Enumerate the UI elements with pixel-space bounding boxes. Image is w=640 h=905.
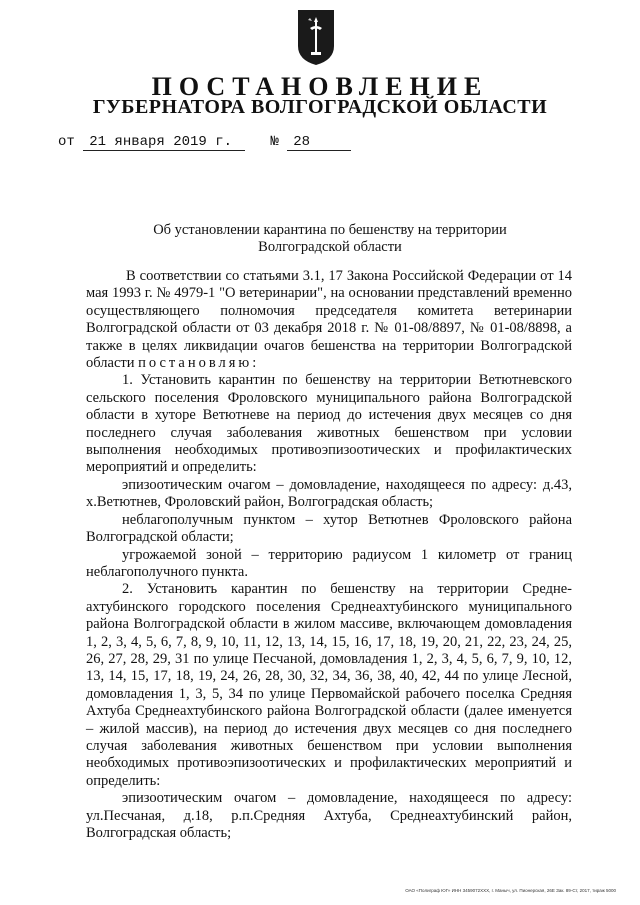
intro-paragraph xyxy=(86,268,572,372)
decree-number: 28 xyxy=(287,134,351,151)
document-body xyxy=(86,268,572,842)
paragraph-2a: эпизоотическим очагом – домовладение, находящееся по адресу: ул.Песчаная, д.18, р.п.Средняя Ахтуба, Среднеахтубинский район, Волгоградская область; xyxy=(86,790,572,841)
coat-of-arms-icon xyxy=(296,8,336,66)
paragraph-1a: эпизоотическим очагом – домовладение, находящееся по адресу: д.43, х.Ветютнев, Фроловский район, Волгоградская область; xyxy=(86,476,572,511)
decree-date: 21 января 2019 г. xyxy=(83,134,245,151)
paragraph-1b: неблагополучным пунктом – хутор Ветютнев Фроловского района Волгоградской области; xyxy=(86,511,572,546)
document-subtitle: ГУБЕРНАТОРА ВОЛГОГРАДСКОЙ ОБЛАСТИ xyxy=(92,96,548,118)
print-footer: ОАО «Полиграф ЮГ» ИНН 3459072XXX, г. Маныч, ул. Пионерская, 26Е Зак. 89-Ст, 2017, тираж 5000 xyxy=(405,888,616,893)
paragraph-2: 2. Установить карантин по бешенству на территории Средне-ахтубинского городского поселения Среднеахтубинского муниципального района Волгоградской области в жилом массиве, включающем домовладения 1, 2, 3, 4, 5, 6, 7, 8, 9, 10, 11, 12, 13, 14, 15, 16, 17, 18, 19, 20, 21, 22, 23, 24, 25, 26, 27, 28, 29, 31 по улице Песчаной, домовладения 1, 2, 3, 4, 5, 6, 7, 9, 10, 12, 13, 14, 15, 17, 18, 19, 24, 26, 28, 30, 32, 34, 36, 38, 40, 42, 44 по улице Лесной, домовладения 1, 3, 5, 34 по улице Первомайской рабочего поселка Средняя Ахтуба Среднеахтубинского района Волгоградской области (далее именуется – жилой массив), на период до истечения двух месяцев со дня последнего случая заболевания животных бешенством при условии выполнения необходимых противоэпизоотических и профилактических мероприятий и определить: xyxy=(86,581,572,789)
number-prefix: № xyxy=(270,134,279,150)
intro-text: В соответствии со статьями 3.1, 17 Закона Российской Федерации от 14 мая 1993 г. № 4979-1 "О ветеринарии", на основании представлений временно осуществляющего полномочия председателя комитета ветеринарии Волгоградской области от 03 декабря 2018 г. № 01-08/8897, № 01-08/8898, а также в целях ликвидации очагов бешенства на территории Волгоградской области xyxy=(86,268,572,372)
paragraph-1c: угрожаемой зоной – территорию радиусом 1 километр от границ неблагополучного пункта. xyxy=(86,546,572,580)
decree-word: постановляю: xyxy=(138,355,260,372)
decree-date-number xyxy=(58,134,351,151)
date-prefix: от xyxy=(58,134,75,150)
document-title: ПОСТАНОВЛЕНИЕ xyxy=(151,72,489,101)
paragraph-1: 1. Установить карантин по бешенству на территории Ветютневского сельского поселения Фроловского муниципального района Волгоградской области в хуторе Ветютневе на период до истечения двух месяцев со дня последнего случая заболевания животных бешенством при условии выполнения необходимых противоэпизоотических и профилактических мероприятий и определить: xyxy=(86,372,572,476)
decree-subject: Об установлении карантина по бешенству на территории Волгоградской области xyxy=(153,222,507,255)
